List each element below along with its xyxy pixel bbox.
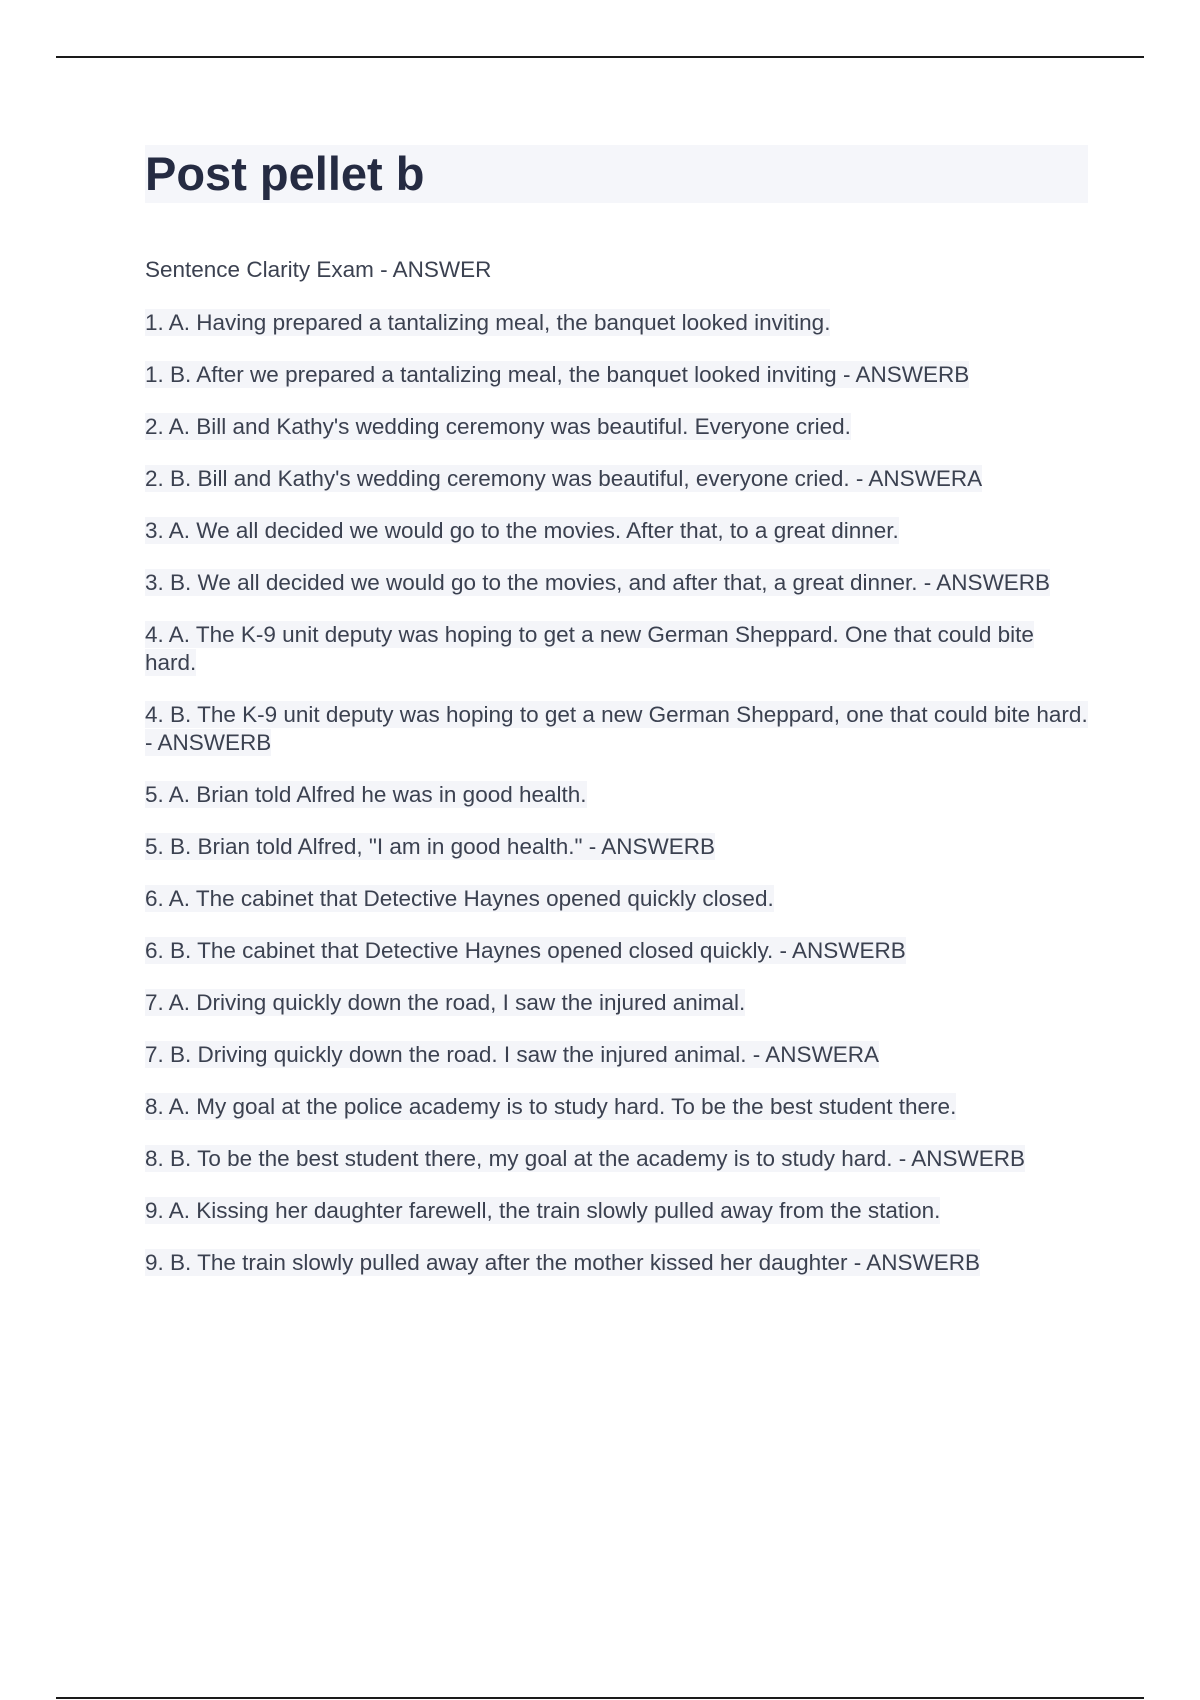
qa-item-5b <box>145 833 1090 861</box>
qa-item-2a <box>145 413 1090 441</box>
bottom-rule <box>56 1697 1144 1699</box>
qa-item-7a <box>145 989 1090 1017</box>
qa-item-text: 2. A. Bill and Kathy's wedding ceremony was beautiful. Everyone cried. <box>145 414 851 439</box>
qa-item-text: 3. A. We all decided we would go to the movies. After that, to a great dinner. <box>145 518 899 543</box>
qa-item-9a <box>145 1197 1090 1225</box>
qa-item-6b <box>145 937 1090 965</box>
qa-item-7b <box>145 1041 1090 1069</box>
qa-item-text: 1. A. Having prepared a tantalizing meal, the banquet looked inviting. <box>145 310 831 335</box>
qa-item-text: 5. B. Brian told Alfred, "I am in good health." - ANSWERB <box>145 834 715 859</box>
qa-item-9b <box>145 1249 1090 1277</box>
qa-item-text: 8. B. To be the best student there, my goal at the academy is to study hard. - ANSWERB <box>145 1146 1026 1171</box>
page-title: Post pellet b <box>145 147 425 200</box>
qa-item-8b <box>145 1145 1090 1173</box>
qa-item-text: 4. B. The K-9 unit deputy was hoping to get a new German Sheppard, one that could bite hard. - ANSWERB <box>145 702 1088 755</box>
exam-heading: Sentence Clarity Exam - ANSWER <box>145 257 492 282</box>
qa-item-text: 9. B. The train slowly pulled away after the mother kissed her daughter - ANSWERB <box>145 1250 980 1275</box>
qa-item-text: 7. A. Driving quickly down the road, I saw the injured animal. <box>145 990 746 1015</box>
qa-item-text: 2. B. Bill and Kathy's wedding ceremony was beautiful, everyone cried. - ANSWERA <box>145 466 983 491</box>
qa-item-1a <box>145 309 1090 337</box>
qa-item-5a <box>145 781 1090 809</box>
qa-item-3b <box>145 569 1090 597</box>
qa-item-2b <box>145 465 1090 493</box>
qa-item-4a <box>145 621 1090 677</box>
document-body <box>145 256 1090 1301</box>
qa-item-text: 1. B. After we prepared a tantalizing meal, the banquet looked inviting - ANSWERB <box>145 362 970 387</box>
qa-item-text: 3. B. We all decided we would go to the movies, and after that, a great dinner. - ANSWERB <box>145 570 1051 595</box>
qa-item-1b <box>145 361 1090 389</box>
qa-item-8a <box>145 1093 1090 1121</box>
qa-item-3a <box>145 517 1090 545</box>
qa-item-text: 9. A. Kissing her daughter farewell, the train slowly pulled away from the station. <box>145 1198 941 1223</box>
qa-item-text: 4. A. The K-9 unit deputy was hoping to get a new German Sheppard. One that could bite hard. <box>145 622 1034 675</box>
qa-item-text: 6. A. The cabinet that Detective Haynes opened quickly closed. <box>145 886 774 911</box>
top-rule <box>56 56 1144 58</box>
qa-item-text: 6. B. The cabinet that Detective Haynes opened closed quickly. - ANSWERB <box>145 938 906 963</box>
qa-item-text: 8. A. My goal at the police academy is to study hard. To be the best student there. <box>145 1094 957 1119</box>
qa-item-4b <box>145 701 1090 757</box>
qa-item-text: 7. B. Driving quickly down the road. I saw the injured animal. - ANSWERA <box>145 1042 880 1067</box>
qa-item-6a <box>145 885 1090 913</box>
qa-item-text: 5. A. Brian told Alfred he was in good health. <box>145 782 587 807</box>
